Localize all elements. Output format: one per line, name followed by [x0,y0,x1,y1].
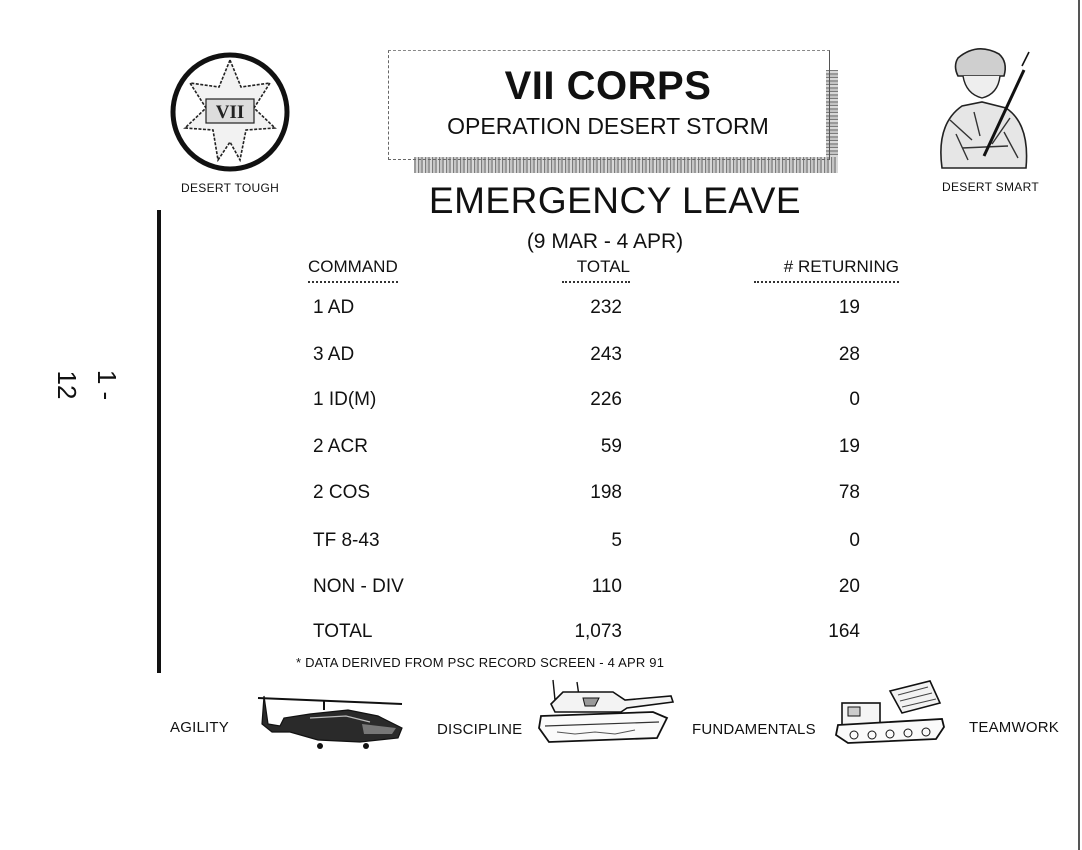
svg-text:VII: VII [215,102,245,123]
cell-command: 1 AD [313,297,355,318]
cell-returning: 19 [838,297,860,318]
table-row [310,482,870,516]
desert-smart-caption: DESERT SMART [942,180,1039,194]
motto-agility: AGILITY [170,719,229,736]
cell-command: 1 ID(M) [313,389,377,410]
section-heading: EMERGENCY LEAVE [428,180,802,221]
motto-discipline: DISCIPLINE [437,721,523,738]
table-row [310,576,870,610]
motto-fundamentals: FUNDAMENTALS [692,721,816,738]
footnote: * DATA DERIVED FROM PSC RECORD SCREEN - 4 APR 91 [296,655,665,670]
cell-command: 2 COS [313,482,371,503]
page-number: 1 - 12 [52,369,122,401]
cell-returning: 19 [838,436,860,457]
cell-command: 2 ACR [313,436,368,457]
date-range: (9 MAR - 4 APR) [526,230,684,253]
cell-total: 243 [590,344,622,365]
table-total-row [310,621,870,655]
cell-returning: 164 [828,621,860,642]
cell-command: 3 AD [313,344,355,365]
column-header-total: TOTAL [562,257,630,283]
table-row [310,344,870,378]
rocket-launcher-vehicle-icon [832,677,948,745]
column-header-command: COMMAND [308,257,398,283]
soldier-sketch-icon [922,40,1042,175]
cell-returning: 28 [838,344,860,365]
cell-total: 1,073 [574,621,622,642]
cell-total: 232 [590,297,622,318]
cell-total: 59 [600,436,622,457]
helicopter-icon [250,688,410,752]
cell-returning: 20 [838,576,860,597]
vii-corps-patch-icon [168,50,293,175]
desert-tough-caption: DESERT TOUGH [181,181,280,195]
table-row [310,297,870,331]
cell-total: 226 [590,389,622,410]
table-row [310,389,870,423]
cell-total: 5 [611,530,622,551]
table-row [310,530,870,564]
cell-total: 198 [590,482,622,503]
column-header-returning: # RETURNING [754,257,899,283]
cell-command: TOTAL [313,621,373,642]
cell-total: 110 [591,576,622,597]
cell-returning: 78 [838,482,860,503]
left-margin-bar [157,210,161,673]
tank-icon [535,676,680,748]
page-title: VII CORPS [504,64,712,108]
cell-command: NON - DIV [313,576,404,597]
table-row [310,436,870,470]
motto-teamwork: TEAMWORK [969,719,1059,736]
cell-returning: 0 [849,389,860,410]
page-subtitle: OPERATION DESERT STORM [447,113,769,139]
page-edge-line [1078,0,1080,850]
cell-command: TF 8-43 [313,530,380,551]
cell-returning: 0 [849,530,860,551]
